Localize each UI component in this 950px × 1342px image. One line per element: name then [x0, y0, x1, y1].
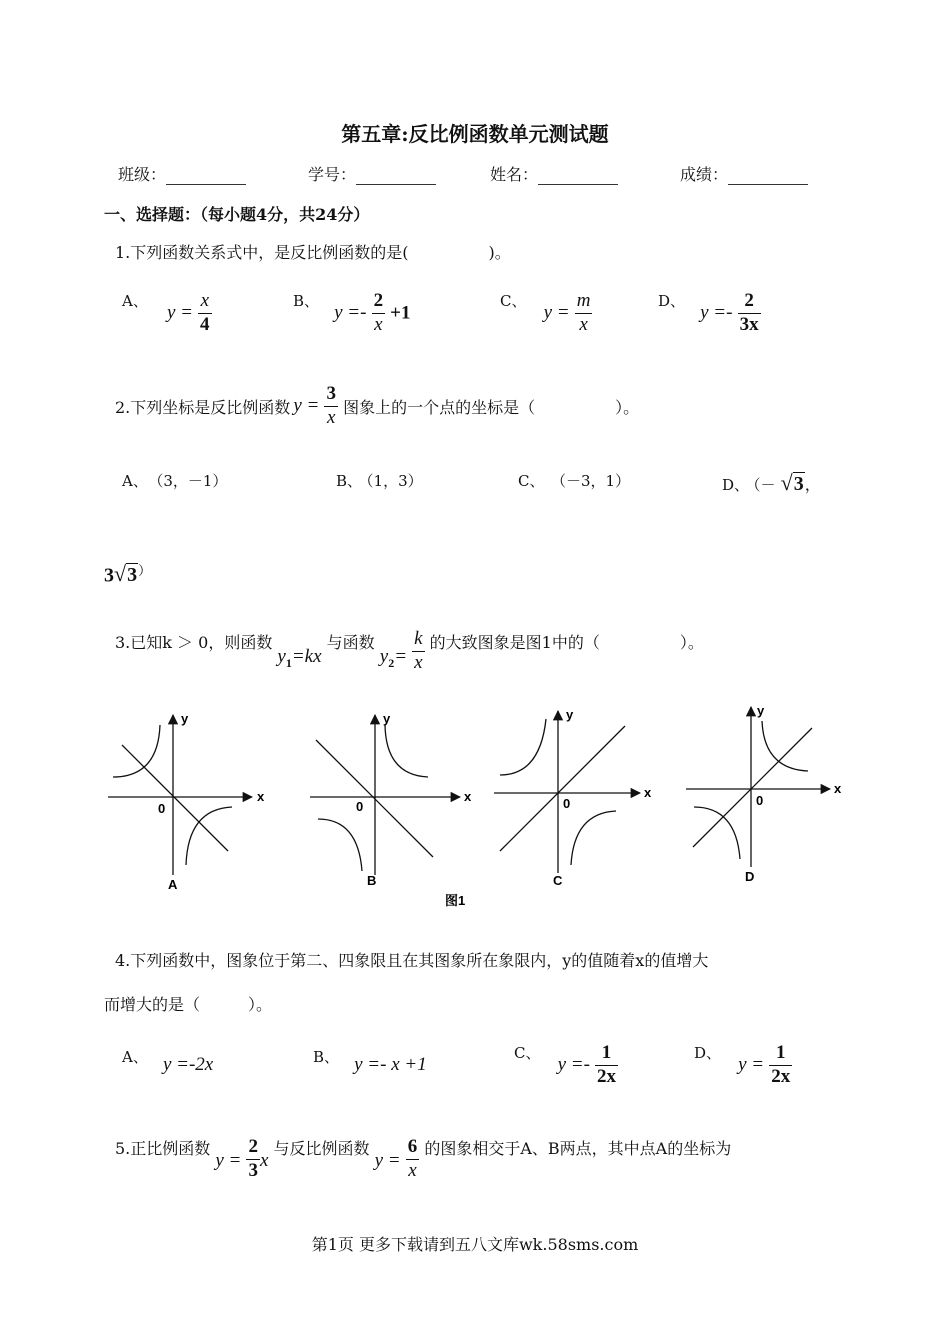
- coefficient: 3: [104, 564, 114, 587]
- frac-denominator: 2x: [597, 1065, 617, 1087]
- figure-caption: 图1: [445, 893, 466, 908]
- q5-stem-after: 的图象相交于A、B两点，其中点A的坐标为: [424, 1139, 732, 1158]
- q5-mid: 与反比例函数: [273, 1139, 370, 1158]
- frac-numerator: 3: [324, 383, 338, 407]
- line-graph: [500, 726, 625, 851]
- frac-denominator: 3: [248, 1159, 258, 1181]
- q2-stem-before: 2.下列坐标是反比例函数: [115, 397, 291, 417]
- student-id-label: 学号：: [308, 165, 357, 184]
- q4-option-a[interactable]: [122, 1046, 213, 1076]
- q3-stem-after: 的大致图象是图1中的（ ）。: [429, 633, 704, 652]
- axis-x-label: x: [834, 781, 842, 796]
- q1-stem: 1.下列函数关系式中，是反比例函数的是( )。: [115, 243, 511, 262]
- option-label: D、: [722, 476, 750, 494]
- option-label: C、: [518, 472, 545, 490]
- frac-numerator: 1: [595, 1042, 618, 1066]
- score-label: 成绩：: [680, 165, 729, 184]
- section-heading: 一、选择题：（每小题4分，共24分）: [104, 205, 370, 224]
- q4-option-b[interactable]: [313, 1046, 427, 1076]
- class-label: 班级：: [118, 165, 167, 184]
- f2-eq: =: [394, 646, 408, 667]
- q2-option-c[interactable]: [518, 470, 630, 491]
- q1-option-c[interactable]: [500, 290, 592, 337]
- hyperbola-branch-lower: [318, 819, 362, 871]
- f2-subscript: 2: [388, 655, 395, 670]
- q2-stem-after: 图象上的一个点的坐标是（ ）。: [343, 397, 640, 417]
- option-label: D、: [694, 1044, 722, 1062]
- origin-label: 0: [563, 796, 571, 811]
- graph-letter: A: [168, 877, 178, 892]
- option-label: A、: [122, 472, 148, 490]
- math-lhs: y =-: [557, 1054, 590, 1076]
- hyperbola-branch-upper: [113, 725, 160, 777]
- class-field: [118, 162, 246, 185]
- axis-y-label: y: [383, 711, 391, 726]
- math-tail: +1: [390, 302, 411, 324]
- q5-stem: [115, 1136, 731, 1183]
- q2-option-d-continued: 3√3）: [104, 561, 152, 587]
- option-text: （3，－1）: [155, 472, 228, 490]
- math-lhs: y =: [166, 302, 193, 324]
- option-label: A、: [122, 1048, 148, 1066]
- q4-stem-line2: 而增大的是（ ）。: [104, 995, 273, 1014]
- f2-symbol: y: [379, 646, 389, 667]
- frac-numerator: m: [575, 290, 593, 314]
- option-comma: ，: [804, 475, 821, 494]
- option-label: B、: [293, 292, 320, 310]
- frac-numerator: 6: [406, 1136, 420, 1160]
- name-label: 姓名：: [490, 165, 539, 184]
- f1-symbol: y: [277, 646, 286, 667]
- frac-denominator: 2x: [771, 1065, 791, 1087]
- student-id-field: [308, 162, 436, 185]
- option-label: C、: [500, 292, 527, 310]
- name-blank[interactable]: __________: [538, 165, 619, 184]
- option-expr: y =-2x: [162, 1054, 214, 1075]
- score-blank[interactable]: __________: [728, 165, 809, 184]
- option-label: A、: [122, 292, 148, 310]
- frac-denominator: x: [414, 651, 423, 673]
- frac-numerator: 1: [769, 1042, 792, 1066]
- axis-x-label: x: [464, 789, 472, 804]
- math-lhs: y =-: [700, 302, 733, 324]
- frac-denominator: x: [374, 313, 383, 335]
- axis-y-label: y: [566, 707, 574, 722]
- hyperbola-branch-upper: [762, 721, 808, 771]
- graph-letter: C: [553, 873, 563, 888]
- frac-numerator: 2: [372, 290, 386, 314]
- class-blank[interactable]: __________: [166, 165, 247, 184]
- q4-option-c[interactable]: [514, 1042, 618, 1089]
- graph-a[interactable]: [108, 715, 252, 875]
- option-label: B、: [336, 472, 363, 490]
- q3-mid: 与函数: [326, 633, 375, 652]
- student-id-blank[interactable]: __________: [356, 165, 437, 184]
- frac-denominator: 4: [200, 313, 210, 335]
- graph-letter: D: [745, 869, 755, 884]
- math-lhs: y =: [215, 1150, 242, 1171]
- line-graph: [122, 745, 228, 851]
- math-lhs: y =-: [334, 302, 367, 324]
- option-text: （1，3）: [366, 472, 423, 490]
- page-footer: 第1页 更多下载请到五八文库wk.58sms.com: [311, 1235, 639, 1254]
- radicand: 3: [127, 564, 138, 587]
- graph-letter: B: [367, 873, 377, 888]
- q1-option-a[interactable]: [122, 290, 212, 337]
- hyperbola-branch-lower: [571, 811, 616, 865]
- q4-option-d[interactable]: [694, 1042, 792, 1089]
- q2-stem: [115, 383, 639, 430]
- origin-label: 0: [158, 801, 166, 816]
- hyperbola-branch-upper: [500, 719, 546, 775]
- graph-d[interactable]: [686, 707, 830, 867]
- close-paren: ）: [138, 564, 152, 579]
- graph-c[interactable]: [494, 711, 640, 873]
- q2-option-b[interactable]: [336, 470, 423, 491]
- math-var: x: [259, 1150, 269, 1171]
- q3-stem: [115, 630, 704, 675]
- axis-x-label: x: [257, 789, 265, 804]
- math-lhs: y =: [293, 395, 320, 417]
- frac-numerator: k: [412, 628, 424, 652]
- radicand: 3: [793, 473, 804, 495]
- axis-x-label: x: [644, 785, 652, 800]
- math-lhs: y =: [738, 1054, 765, 1076]
- f1-rhs: =kx: [291, 646, 322, 667]
- q4-stem-line1: 4.下列函数中，图象位于第二、四象限且在其图象所在象限内，y的值随着x的值增大: [115, 951, 709, 970]
- frac-denominator: 3x: [739, 313, 759, 335]
- name-field: [490, 162, 618, 185]
- score-field: [680, 162, 808, 185]
- option-label: B、: [313, 1048, 340, 1066]
- option-text: （－: [753, 476, 776, 494]
- frac-numerator: x: [198, 290, 212, 314]
- page-title: 第五章:反比例函数单元测试题: [341, 122, 609, 146]
- frac-denominator: x: [327, 406, 336, 428]
- q2-option-a[interactable]: [122, 470, 227, 491]
- axis-y-label: y: [757, 703, 765, 718]
- hyperbola-branch-upper: [385, 725, 428, 777]
- line-graph: [693, 728, 812, 847]
- q5-stem-before: 5.正比例函数: [115, 1139, 211, 1158]
- option-label: C、: [514, 1044, 541, 1062]
- math-lhs: y =: [543, 302, 570, 324]
- figure-1: [0, 695, 950, 915]
- frac-numerator: 2: [246, 1136, 260, 1160]
- option-expr: y =- x +1: [354, 1054, 427, 1075]
- frac-denominator: x: [408, 1159, 417, 1181]
- q3-stem-before: 3.已知k ＞ 0，则函数: [115, 633, 273, 652]
- q1-option-d[interactable]: [658, 290, 761, 337]
- q2-option-d[interactable]: D、 （－ √3，: [722, 470, 821, 495]
- graph-b[interactable]: [310, 715, 460, 875]
- q1-option-b[interactable]: [293, 290, 410, 337]
- math-lhs: y =: [374, 1150, 401, 1171]
- origin-label: 0: [356, 799, 364, 814]
- option-label: D、: [658, 292, 686, 310]
- frac-denominator: x: [579, 313, 588, 335]
- hyperbola-branch-lower: [694, 807, 740, 859]
- option-text: （－3，1）: [558, 472, 631, 490]
- axis-y-label: y: [181, 711, 189, 726]
- origin-label: 0: [756, 793, 764, 808]
- f1-subscript: 1: [285, 655, 292, 670]
- frac-numerator: 2: [738, 290, 761, 314]
